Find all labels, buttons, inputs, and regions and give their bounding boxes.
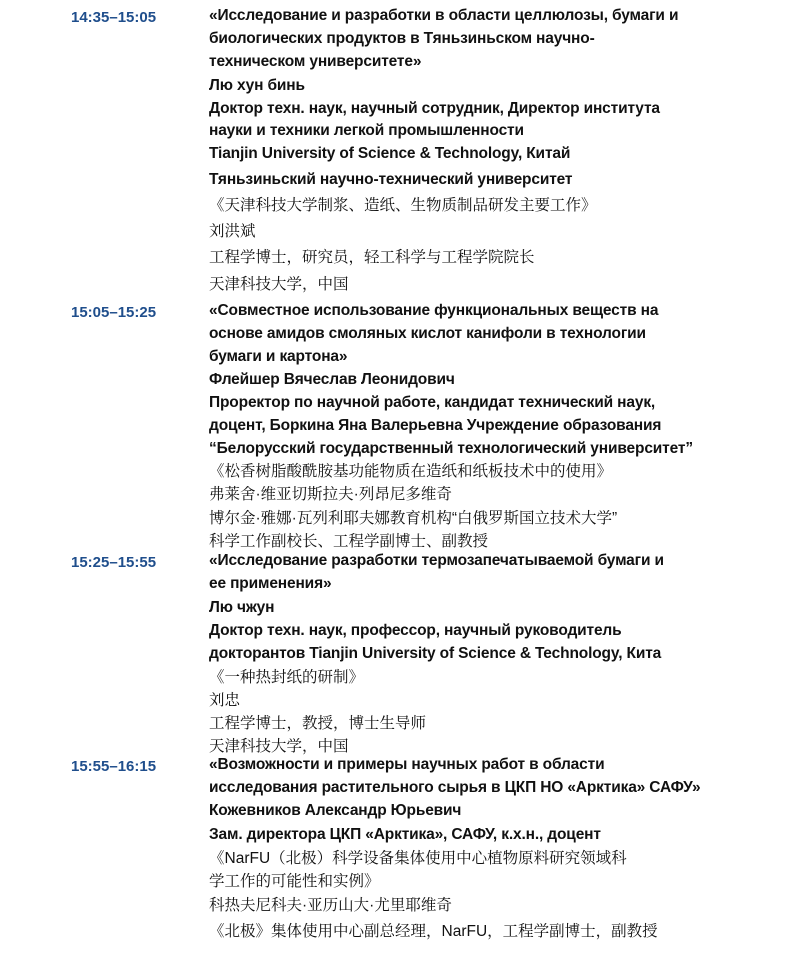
chinese-detail-line: 《天津科技大学制浆、造纸、生物质制品研发主要工作》 bbox=[209, 197, 597, 214]
detail-line: техническом университете» bbox=[209, 53, 422, 70]
detail-line: науки и техники легкой промышленности bbox=[209, 122, 524, 139]
detail-line: Зам. директора ЦКП «Арктика», САФУ, к.х.н., доцент bbox=[209, 826, 601, 843]
detail-line: «Исследование и разработки в области целлюлозы, бумаги и bbox=[209, 7, 679, 24]
session-time: 15:55–16:15 bbox=[71, 758, 157, 775]
session-time: 15:25–15:55 bbox=[71, 554, 157, 571]
chinese-detail-line: 学工作的可能性和实例》 bbox=[209, 873, 380, 890]
chinese-detail-line: 天津科技大学，中国 bbox=[209, 276, 349, 293]
detail-line: Лю хун бинь bbox=[209, 77, 305, 94]
detail-line: исследования растительного сырья в ЦКП НО «Арктика» САФУ» bbox=[209, 779, 701, 796]
chinese-detail-line: 天津科技大学，中国 bbox=[209, 738, 349, 755]
detail-line: «Совместное использование функциональных веществ на bbox=[209, 302, 659, 319]
chinese-detail-line: 《一种热封纸的研制》 bbox=[209, 669, 365, 686]
detail-line: доцент, Боркина Яна Валерьевна Учреждение образования bbox=[209, 417, 662, 434]
detail-line: бумаги и картона» bbox=[209, 348, 348, 365]
detail-line: ее применения» bbox=[209, 575, 332, 592]
detail-line: Тяньзиньский научно-технический университет bbox=[209, 171, 573, 188]
detail-line: докторантов Tianjin University of Science & Technology, Кита bbox=[209, 645, 662, 662]
chinese-detail-line: 科学工作副校长、工程学副博士、副教授 bbox=[209, 533, 489, 550]
chinese-detail-line: 科热夫尼科夫·亚历山大·尤里耶维奇 bbox=[209, 897, 452, 914]
chinese-detail-line: 《松香树脂酸酰胺基功能物质在造纸和纸板技术中的使用》 bbox=[209, 463, 613, 480]
chinese-detail-line: 《北极》集体使用中心副总经理，NarFU，工程学副博士，副教授 bbox=[209, 923, 658, 940]
detail-line: «Исследование разработки термозапечатываемой бумаги и bbox=[209, 552, 664, 569]
chinese-detail-line: 工程学博士，研究员，轻工科学与工程学院院长 bbox=[209, 249, 535, 266]
chinese-detail-line: 《NarFU（北极）科学设备集体使用中心植物原料研究领域科 bbox=[209, 850, 627, 867]
detail-line: Доктор техн. наук, профессор, научный руководитель bbox=[209, 622, 622, 639]
chinese-detail-line: 博尔金·雅娜·瓦列利耶夫娜教育机构“白俄罗斯国立技术大学” bbox=[209, 510, 618, 527]
detail-line: Tianjin University of Science & Technology, Китай bbox=[209, 145, 571, 162]
chinese-detail-line: 刘忠 bbox=[209, 692, 241, 709]
chinese-detail-line: 刘洪斌 bbox=[209, 223, 256, 240]
detail-line: Флейшер Вячеслав Леонидович bbox=[209, 371, 455, 388]
detail-line: Доктор техн. наук, научный сотрудник, Директор института bbox=[209, 100, 660, 117]
session-time: 14:35–15:05 bbox=[71, 9, 157, 26]
detail-line: Кожевников Александр Юрьевич bbox=[209, 802, 462, 819]
chinese-detail-line: 工程学博士，教授，博士生导师 bbox=[209, 715, 427, 732]
session-time: 15:05–15:25 bbox=[71, 304, 157, 321]
detail-line: Проректор по научной работе, кандидат технический наук, bbox=[209, 394, 656, 411]
detail-line: “Белорусский государственный технологический университет” bbox=[209, 440, 693, 457]
detail-line: основе амидов смоляных кислот канифоли в технологии bbox=[209, 325, 646, 342]
detail-line: «Возможности и примеры научных работ в области bbox=[209, 756, 605, 773]
chinese-detail-line: 弗莱舍·维亚切斯拉夫·列昂尼多维奇 bbox=[209, 486, 452, 503]
detail-line: биологических продуктов в Тяньзиньском научно- bbox=[209, 30, 595, 47]
detail-line: Лю чжун bbox=[209, 599, 275, 616]
